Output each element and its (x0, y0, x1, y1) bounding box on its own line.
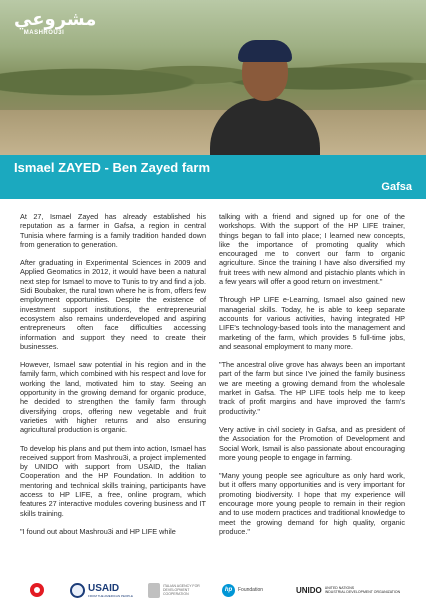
unido-text (325, 586, 400, 595)
paragraph: To develop his plans and put them into action, Ismael has received support from Mashrou3i, a project implemented by UNIDO with support from USAID, the Italian Cooperation and the HP Foundation. In addition to mentoring and technical skills training, participants have access to HP LIFE, a free, online program, which features 27 interactive modules covering business and IT skills training. (20, 443, 206, 518)
logo-latin: MASHROU3I (23, 30, 65, 36)
hp-foundation-logo (222, 580, 263, 600)
farmer-shirt (210, 98, 320, 155)
unido-line-1: UNITED NATIONS (324, 585, 355, 590)
usaid-seal-icon (70, 583, 85, 598)
logo-arabic: مشروعي (14, 9, 97, 30)
mashrou3i-logo (14, 9, 97, 36)
farmer-portrait (205, 40, 325, 155)
paragraph: Very active in civil society in Gafsa, and as president of the Association for the Promotion of Development and Social Work, Ismail is also passionate about encouraging more young people to engage in farming. (219, 424, 405, 462)
usaid-tagline: FROM THE AMERICAN PEOPLE (88, 593, 133, 598)
paragraph: talking with a friend and signed up for one of the workshops. With the support of the HP LIFE trainer, things began to fall into place; I learned new concepts, like the importance of promoting quality which encouraged me to convert our farm to organic agriculture. Since the training I have also diversified my fruit trees with new almond and pistachio plants which in a few years will offer a good return on investment." (219, 212, 405, 287)
usaid-wordmark: USAID (88, 582, 120, 594)
paragraph: After graduating in Experimental Sciences in 2009 and Applied Geomatics in 2012, it would have been a natural next step for Ismael to move to Tunis to try and find a job. Sidi Boubaker, the rural town where he is from, offers few employment opportunities. Despite the existence of investment support institutions, the entrepreneurial ecosystem also remains underdeveloped and aspiring entrepreneurs often face difficulties accessing information and support they need to create their businesses. (20, 258, 206, 351)
unido-logo (296, 580, 400, 600)
right-column (219, 212, 405, 545)
unido-line-2: INDUSTRIAL DEVELOPMENT ORGANIZATION (324, 590, 401, 594)
paragraph: However, Ismael saw potential in his region and in the family farm, which combined with his respect and love for working the land, motivated him to stay. Seeing an opportunity in the growing demand for organic produce, he decided to strengthen the family farm through diversifying crops, offering new vegetable and fruit varieties with higher returns and also ensuring agricultural production is organic. (20, 360, 206, 435)
usaid-logo (70, 580, 133, 600)
italian-emblem-icon (148, 583, 160, 598)
italian-cooperation-text: ITALIAN AGENCY FOR DEVELOPMENT COOPERATION (163, 584, 200, 596)
paragraph: "The ancestral olive grove has always been an important part of the farm but since I've joined the family business we are meeting a growing demand from the wholesale market in Gafsa. The HP LIFE tools help me to keep track of profit margins and have improved the farm's productivity." (219, 360, 405, 416)
unido-wordmark: UNIDO (296, 585, 322, 595)
tunisia-flag-logo (30, 580, 44, 600)
paragraph: Through HP LIFE e-Learning, Ismael also gained new managerial skills. Today, he is able to keep separate accounts for various activities, having integrated HP LIFE's technology-based tools into the management and marketing of the farm, which provides 5 full-time jobs, and seasonal employment to many more. (219, 295, 405, 351)
italian-cooperation-logo (148, 580, 201, 600)
paragraph: "I found out about Mashrou3i and HP LIFE while (20, 526, 176, 536)
profile-location: Gafsa (381, 181, 412, 193)
profile-name: Ismael ZAYED - Ben Zayed farm (14, 160, 211, 175)
hp-logo-icon: hp (222, 584, 235, 597)
paragraph: At 27, Ismael Zayed has already established his reputation as a farmer in Gafsa, a region in central Tunisia where farming is a family tradition handed down from generation to generation. (20, 212, 206, 249)
partner-logos (0, 580, 426, 600)
title-banner (0, 155, 426, 199)
hero-photo (0, 0, 426, 155)
tunisia-flag-icon (30, 583, 44, 597)
hp-foundation-text: Foundation (238, 587, 264, 593)
paragraph: "Many young people see agriculture as only hard work, but it offers many opportunities and is very important for promoting biodiversity. I hope that my experience will encourage more young people to remain in their region and to use modern practices and traditional knowledge to meet the growing demand for high quality, organic produce." (219, 471, 405, 536)
left-column (20, 212, 206, 545)
farmer-cap (238, 40, 292, 62)
